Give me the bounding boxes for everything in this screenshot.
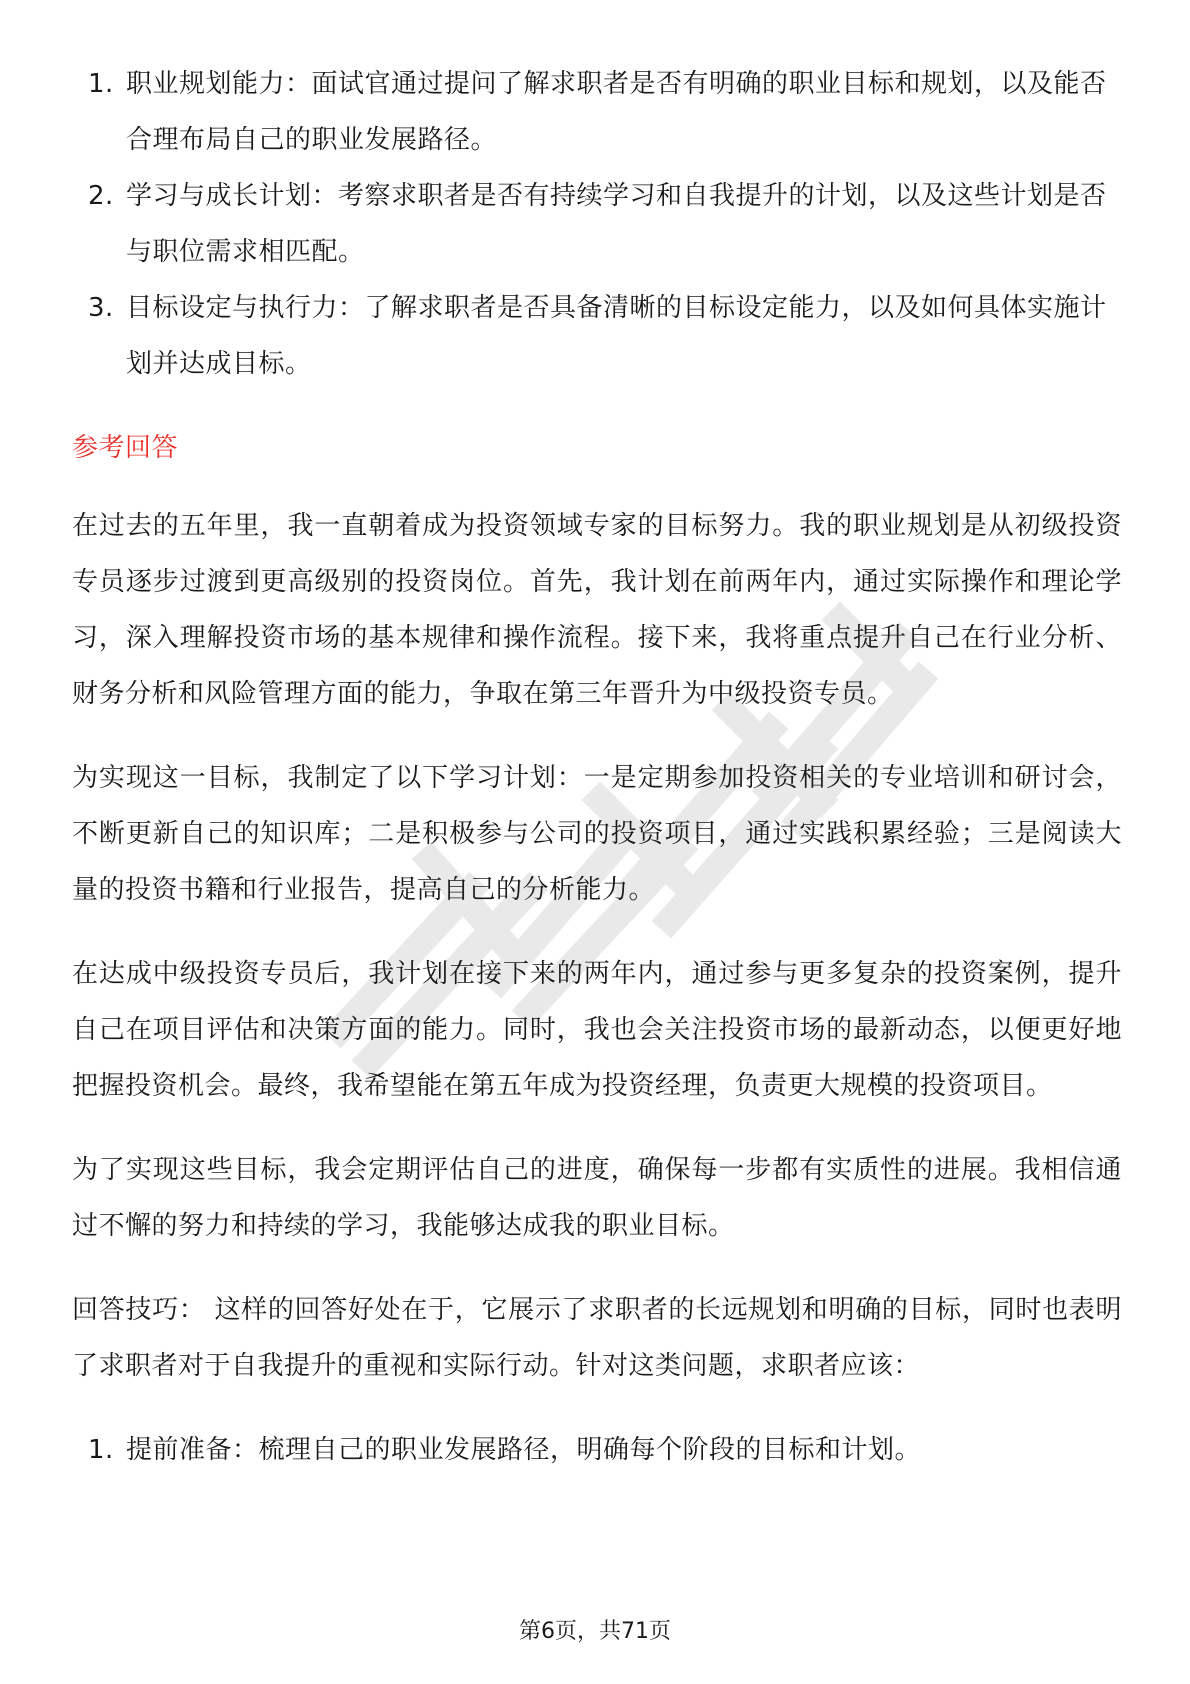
page-footer: 第6页，共71页 xyxy=(519,1619,671,1644)
list-item xyxy=(72,168,1122,280)
paragraph: 在达成中级投资专员后，我计划在接下来的两年内，通过参与更多复杂的投资案例，提升自己在项目评估和决策方面的能力。同时，我也会关注投资市场的最新动态，以便更好地把握投资机会。最终，我希望能在第五年成为投资经理，负责更大规模的投资项目。 xyxy=(72,959,1122,1101)
paragraph: 在过去的五年里，我一直朝着成为投资领域专家的目标努力。我的职业规划是从初级投资专员逐步过渡到更高级别的投资岗位。首先，我计划在前两年内，通过实际操作和理论学习，深入理解投资市场的基本规律和操作流程。接下来，我将重点提升自己在行业分析、财务分析和风险管理方面的能力，争取在第三年晋升为中级投资专员。 xyxy=(72,511,1122,709)
list-item-text: 提前准备：梳理自己的职业发展路径，明确每个阶段的目标和计划。 xyxy=(126,1435,922,1465)
list-number: 2. xyxy=(88,181,114,211)
main-content xyxy=(72,56,1122,1478)
paragraph: 为实现这一目标，我制定了以下学习计划：一是定期参加投资相关的专业培训和研讨会，不断更新自己的知识库；二是积极参与公司的投资项目，通过实践积累经验；三是阅读大量的投资书籍和行业报告，提高自己的分析能力。 xyxy=(72,763,1122,905)
paragraph: 为了实现这些目标，我会定期评估自己的进度，确保每一步都有实质性的进展。我相信通过不懈的努力和持续的学习，我能够达成我的职业目标。 xyxy=(72,1155,1122,1241)
list-number: 1. xyxy=(88,1435,114,1465)
tips-list xyxy=(72,1422,1122,1478)
list-item xyxy=(72,280,1122,392)
list-item xyxy=(72,1422,1122,1478)
list-item-text: 目标设定与执行力：了解求职者是否具备清晰的目标设定能力，以及如何具体实施计划并达成目标。 xyxy=(126,293,1107,379)
list-number: 3. xyxy=(88,293,114,323)
evaluation-points-list xyxy=(72,56,1122,392)
list-item-text: 职业规划能力：面试官通过提问了解求职者是否有明确的职业目标和规划，以及能否合理布局自己的职业发展路径。 xyxy=(126,69,1107,155)
answer-tips-paragraph: 回答技巧： 这样的回答好处在于，它展示了求职者的长远规划和明确的目标，同时也表明了求职者对于自我提升的重视和实际行动。针对这类问题，求职者应该： xyxy=(72,1295,1122,1381)
list-item-text: 学习与成长计划：考察求职者是否有持续学习和自我提升的计划，以及这些计划是否与职位需求相匹配。 xyxy=(126,181,1107,267)
section-title: 参考回答 xyxy=(72,433,179,463)
list-item xyxy=(72,56,1122,168)
list-number: 1. xyxy=(88,69,114,99)
